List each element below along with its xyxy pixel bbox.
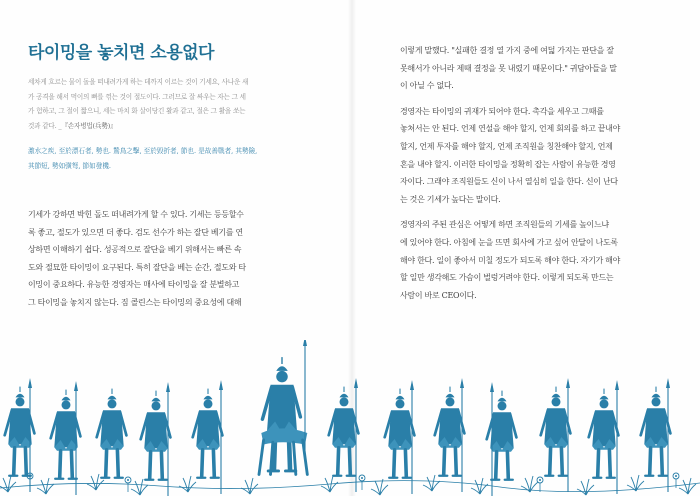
body-line: 이 아닐 수 없다.	[400, 81, 454, 91]
soldier-figure	[385, 389, 415, 478]
body-line: 해야 한다. 일이 좋아서 미칠 정도가 되도록 해야 한다. 자기가 해야	[400, 255, 621, 265]
body-line: 그 타이밍을 놓치지 않는다. 짐 콜린스는 타이밍의 중요성에 대해	[28, 297, 242, 307]
grass-tuft	[0, 476, 16, 492]
body-line: 자이다. 그래야 조직원들도 신이 나서 열심히 일을 한다. 신이 난다	[400, 177, 618, 187]
soldier-figure	[97, 389, 127, 478]
flower-sketch	[359, 475, 365, 490]
soldier-spear	[615, 380, 619, 494]
soldier-figure	[487, 391, 517, 480]
chapter-title: 타이밍을 놓치면 소용없다	[28, 43, 214, 63]
soldier-figure	[329, 387, 359, 476]
soldier-spear	[219, 380, 223, 494]
grass-tuft	[87, 474, 104, 490]
body-line: 경영자는 타이밍의 귀재가 되어야 한다. 촉각을 세우고 그때를	[400, 106, 604, 116]
left-body-text	[28, 206, 322, 312]
soldiers-illustration	[0, 340, 700, 496]
quote-line-end: 것과 같다.	[28, 121, 57, 130]
soldier-figure	[541, 387, 571, 476]
body-line: 사람이 바로 CEO이다.	[400, 290, 477, 300]
soldier-figure	[589, 389, 619, 478]
grass-tuft	[577, 479, 594, 495]
grass-tuft	[471, 478, 488, 494]
commander-figure	[259, 357, 307, 474]
body-line: 도와 절묘한 타이밍이 요구된다. 특히 잘단을 베는 순간, 절도와 타	[28, 262, 246, 272]
grass-tuft	[679, 478, 696, 494]
soldier-figure	[641, 387, 671, 476]
quote-line: 세차게 흐르는 물이 돌을 떠내려가게 하는 데까지 이르는 것이 기세요, 사나운 새	[28, 78, 249, 86]
body-line: 록 좋고, 절도가 있으면 더 좋다. 검도 선수가 하는 잘단 베기를 연	[28, 227, 243, 237]
body-line: 할지, 언제 투자를 해야 할지, 언제 조직원을 칭찬해야 할지, 언제	[400, 141, 613, 151]
quote-line	[28, 119, 318, 134]
body-line: 에 있어야 한다. 아침에 눈을 뜨면 회사에 가고 싶어 안달이 나도록	[400, 237, 618, 247]
body-line: 이밍이 중요하다. 유능한 경영자는 매사에 타이밍을 잘 분별하고	[28, 280, 240, 290]
quote-line: 가 공격을 해서 먹이의 뼈를 꺾는 것이 절도이다. 그러므로 잘 싸우는 자는 그 세	[28, 92, 246, 101]
grass-tuft	[179, 476, 196, 492]
body-line: 상하면 이해하기 쉽다. 성공적으로 잘단을 베기 위해서는 빠른 속	[28, 245, 242, 255]
paragraph-gap	[400, 95, 678, 103]
body-line: 는 것은 기세가 높다는 말이다.	[400, 194, 501, 204]
body-line: 혼을 내야 할지. 이러한 타이밍을 정확히 잡는 사람이 유능한 경영	[400, 159, 616, 169]
ground-line	[0, 481, 700, 492]
hanja-line: 其節短, 勢如彉弩, 節如發機.	[28, 161, 112, 170]
quote-source: _『손자병법(兵勢)』	[58, 121, 117, 130]
grass-tuft	[241, 478, 258, 494]
grass-tuft	[37, 478, 54, 494]
body-line: 경영자의 주된 관심은 어떻게 하면 조직원들의 기세를 높이느냐	[400, 220, 609, 230]
epigraph-quote	[28, 75, 318, 133]
soldier-figure	[435, 387, 465, 476]
body-line: 이렇게 말했다. "실패한 결정 열 가지 중에 여덟 가지는 판단을 잘	[400, 46, 614, 55]
body-line: 할 일만 생각해도 가슴이 벌렁거려야 한다. 이렇게 되도록 만드는	[400, 273, 614, 283]
grass-tuft	[423, 475, 440, 491]
hanja-line: 激水之疾, 至於漂石者, 勢也. 鷙鳥之擊, 至於毁折者, 節也. 是故善戰者, 其勢險,	[28, 147, 258, 155]
body-line: 놓쳐서는 안 된다. 언제 연설을 해야 할지, 언제 회의를 하고 끝내야	[400, 124, 621, 134]
body-line: 기세가 강하면 박힌 돌도 떠내려가게 할 수 있다. 기세는 등등할수	[28, 210, 244, 219]
flower-sketch	[537, 477, 543, 492]
soldier-figure	[141, 391, 171, 480]
paragraph-gap	[400, 208, 678, 216]
hanja-original	[28, 144, 318, 173]
right-body-text	[400, 42, 678, 304]
body-line: 못해서가 아니라 제때 결정을 못 내렸기 때문이다." 귀담아들을 말	[400, 63, 617, 73]
grass-tuft	[131, 479, 148, 495]
quote-line: 가 험하고, 그 절이 짧으니, 세는 마치 화 살이당긴 활과 같고, 절은 그 활을 쏘는	[28, 107, 246, 116]
soldier-figure	[193, 389, 223, 478]
